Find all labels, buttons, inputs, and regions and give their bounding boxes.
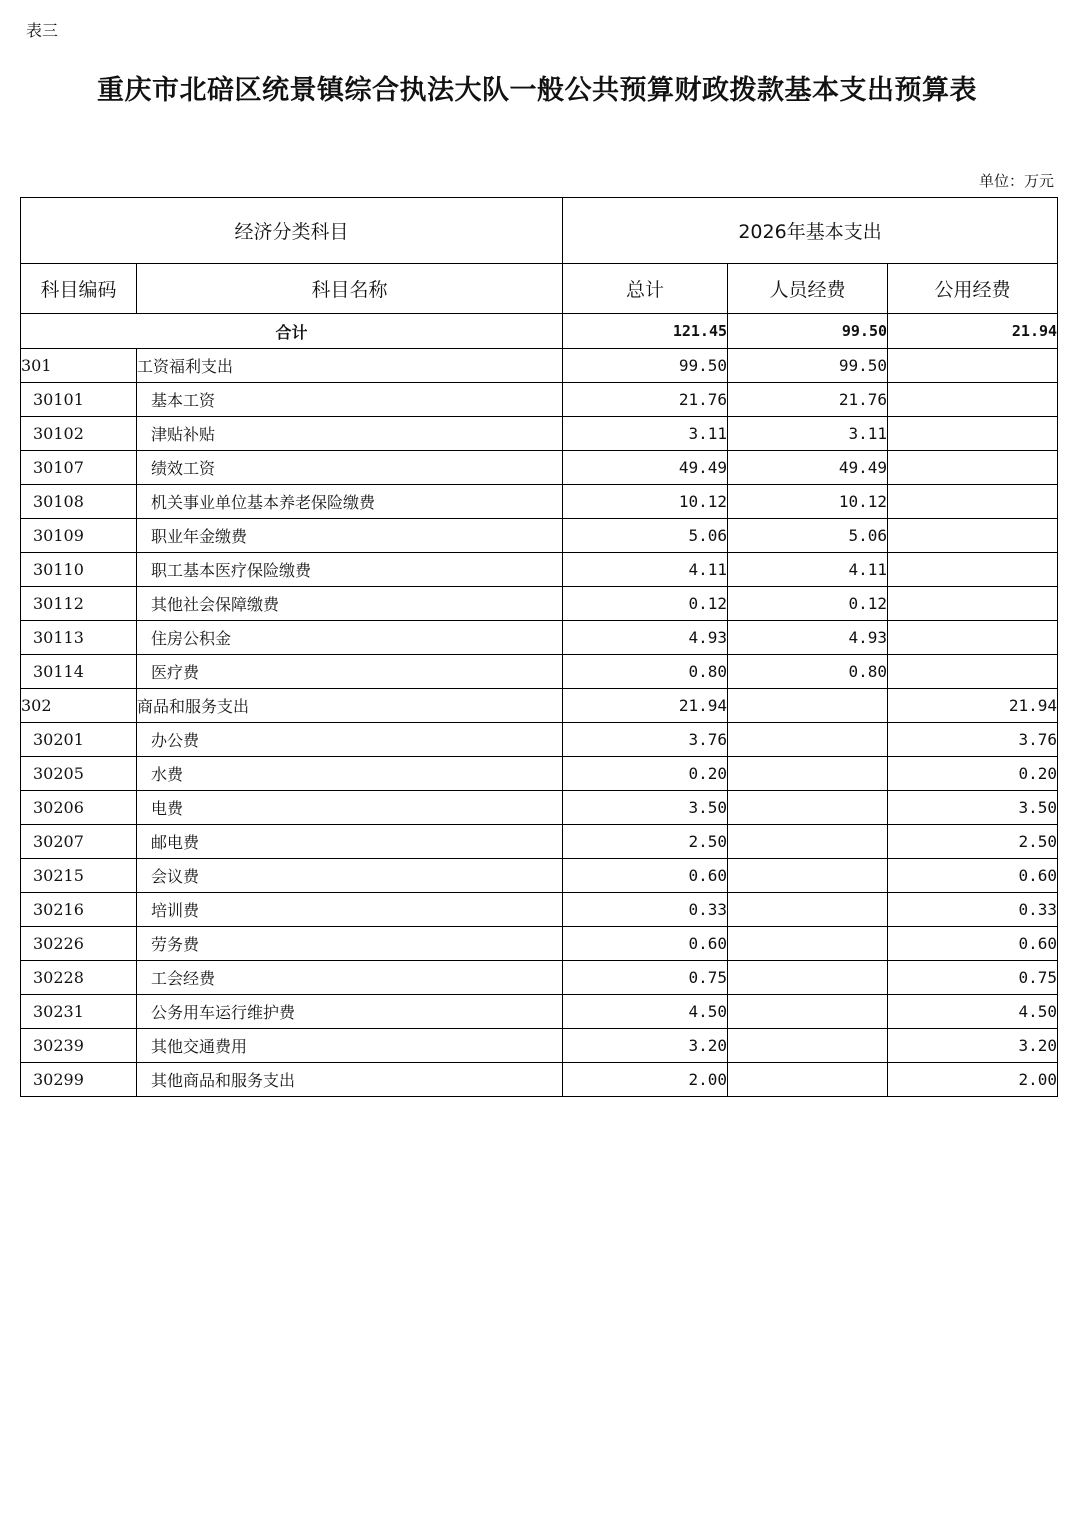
row-public (888, 451, 1058, 485)
header-year-expense: 2026年基本支出 (563, 198, 1058, 264)
row-personnel: 3.11 (728, 417, 888, 451)
table-row (21, 485, 1058, 519)
row-personnel: 4.11 (728, 553, 888, 587)
header-public: 公用经费 (888, 264, 1058, 314)
row-personnel (728, 791, 888, 825)
row-name: 商品和服务支出 (137, 689, 563, 723)
row-public (888, 587, 1058, 621)
row-total: 0.12 (563, 587, 728, 621)
table-row (21, 451, 1058, 485)
row-personnel: 0.80 (728, 655, 888, 689)
row-name: 机关事业单位基本养老保险缴费 (137, 485, 563, 519)
row-code: 30231 (21, 995, 137, 1029)
page-title: 重庆市北碚区统景镇综合执法大队一般公共预算财政拨款基本支出预算表 (97, 75, 977, 106)
table-row (21, 859, 1058, 893)
row-total: 2.50 (563, 825, 728, 859)
table-row (21, 349, 1058, 383)
table-row (21, 927, 1058, 961)
row-total: 0.60 (563, 859, 728, 893)
row-personnel (728, 825, 888, 859)
header-row-columns (21, 264, 1058, 314)
row-name: 其他商品和服务支出 (137, 1063, 563, 1097)
row-name: 职工基本医疗保险缴费 (137, 553, 563, 587)
table-row (21, 689, 1058, 723)
row-total: 4.11 (563, 553, 728, 587)
row-public: 0.60 (888, 927, 1058, 961)
row-name: 其他社会保障缴费 (137, 587, 563, 621)
row-code: 30110 (21, 553, 137, 587)
row-total: 10.12 (563, 485, 728, 519)
row-code: 301 (21, 349, 137, 383)
row-name: 津贴补贴 (137, 417, 563, 451)
row-code: 30114 (21, 655, 137, 689)
row-personnel: 49.49 (728, 451, 888, 485)
row-name: 培训费 (137, 893, 563, 927)
row-total: 4.93 (563, 621, 728, 655)
table-row (21, 757, 1058, 791)
table-row (21, 893, 1058, 927)
row-code: 30108 (21, 485, 137, 519)
row-total: 5.06 (563, 519, 728, 553)
row-name: 其他交通费用 (137, 1029, 563, 1063)
table-row (21, 655, 1058, 689)
table-row (21, 383, 1058, 417)
row-total: 0.75 (563, 961, 728, 995)
row-public (888, 519, 1058, 553)
table-label: 表三 (26, 21, 59, 40)
row-personnel (728, 757, 888, 791)
header-name: 科目名称 (137, 264, 563, 314)
row-name: 住房公积金 (137, 621, 563, 655)
row-code: 30102 (21, 417, 137, 451)
table-row (21, 723, 1058, 757)
table-row (21, 553, 1058, 587)
unit-label: 单位：万元 (978, 172, 1054, 190)
header-row-group (21, 198, 1058, 264)
row-name: 绩效工资 (137, 451, 563, 485)
row-code: 302 (21, 689, 137, 723)
row-total: 3.20 (563, 1029, 728, 1063)
table-row (21, 791, 1058, 825)
row-code: 30239 (21, 1029, 137, 1063)
row-name: 邮电费 (137, 825, 563, 859)
table-row (21, 621, 1058, 655)
row-name: 公务用车运行维护费 (137, 995, 563, 1029)
table-row (21, 519, 1058, 553)
row-name: 电费 (137, 791, 563, 825)
row-public: 3.76 (888, 723, 1058, 757)
row-personnel (728, 723, 888, 757)
row-code: 30228 (21, 961, 137, 995)
row-name: 办公费 (137, 723, 563, 757)
row-name: 工资福利支出 (137, 349, 563, 383)
total-public: 21.94 (888, 314, 1058, 349)
row-total: 21.94 (563, 689, 728, 723)
row-personnel (728, 1029, 888, 1063)
row-public (888, 621, 1058, 655)
table-row (21, 1029, 1058, 1063)
row-public (888, 383, 1058, 417)
row-public (888, 485, 1058, 519)
row-personnel: 99.50 (728, 349, 888, 383)
row-public: 4.50 (888, 995, 1058, 1029)
header-category: 经济分类科目 (21, 198, 563, 264)
row-code: 30107 (21, 451, 137, 485)
row-code: 30112 (21, 587, 137, 621)
row-public: 2.00 (888, 1063, 1058, 1097)
row-total: 49.49 (563, 451, 728, 485)
row-name: 职业年金缴费 (137, 519, 563, 553)
row-public: 3.20 (888, 1029, 1058, 1063)
table-row (21, 417, 1058, 451)
row-personnel (728, 995, 888, 1029)
row-name: 基本工资 (137, 383, 563, 417)
row-personnel (728, 689, 888, 723)
row-public: 0.20 (888, 757, 1058, 791)
row-total: 3.76 (563, 723, 728, 757)
table-row (21, 825, 1058, 859)
row-code: 30216 (21, 893, 137, 927)
row-public: 0.33 (888, 893, 1058, 927)
table-row (21, 587, 1058, 621)
row-code: 30299 (21, 1063, 137, 1097)
row-total: 3.50 (563, 791, 728, 825)
row-name: 劳务费 (137, 927, 563, 961)
row-code: 30215 (21, 859, 137, 893)
row-personnel: 10.12 (728, 485, 888, 519)
total-label: 合计 (21, 314, 563, 349)
table-row (21, 1063, 1058, 1097)
row-personnel (728, 927, 888, 961)
row-total: 0.33 (563, 893, 728, 927)
row-personnel (728, 859, 888, 893)
row-public (888, 349, 1058, 383)
row-name: 会议费 (137, 859, 563, 893)
row-total: 21.76 (563, 383, 728, 417)
header-total: 总计 (563, 264, 728, 314)
row-name: 工会经费 (137, 961, 563, 995)
total-row (21, 314, 1058, 349)
row-code: 30226 (21, 927, 137, 961)
row-total: 99.50 (563, 349, 728, 383)
row-personnel (728, 1063, 888, 1097)
row-code: 30201 (21, 723, 137, 757)
budget-table (20, 197, 1058, 1097)
row-public (888, 417, 1058, 451)
row-public: 0.60 (888, 859, 1058, 893)
row-personnel: 21.76 (728, 383, 888, 417)
row-public: 21.94 (888, 689, 1058, 723)
row-code: 30101 (21, 383, 137, 417)
row-personnel (728, 893, 888, 927)
row-public (888, 553, 1058, 587)
row-public: 2.50 (888, 825, 1058, 859)
table-row (21, 995, 1058, 1029)
row-total: 2.00 (563, 1063, 728, 1097)
row-code: 30206 (21, 791, 137, 825)
row-personnel: 0.12 (728, 587, 888, 621)
row-total: 3.11 (563, 417, 728, 451)
row-name: 水费 (137, 757, 563, 791)
row-public: 3.50 (888, 791, 1058, 825)
row-public: 0.75 (888, 961, 1058, 995)
row-code: 30207 (21, 825, 137, 859)
row-personnel: 4.93 (728, 621, 888, 655)
row-personnel (728, 961, 888, 995)
total-total: 121.45 (563, 314, 728, 349)
row-public (888, 655, 1058, 689)
header-code: 科目编码 (21, 264, 137, 314)
row-code: 30109 (21, 519, 137, 553)
row-code: 30113 (21, 621, 137, 655)
row-name: 医疗费 (137, 655, 563, 689)
row-code: 30205 (21, 757, 137, 791)
header-personnel: 人员经费 (728, 264, 888, 314)
row-total: 0.80 (563, 655, 728, 689)
row-personnel: 5.06 (728, 519, 888, 553)
row-total: 0.20 (563, 757, 728, 791)
row-total: 4.50 (563, 995, 728, 1029)
total-personnel: 99.50 (728, 314, 888, 349)
table-row (21, 961, 1058, 995)
row-total: 0.60 (563, 927, 728, 961)
